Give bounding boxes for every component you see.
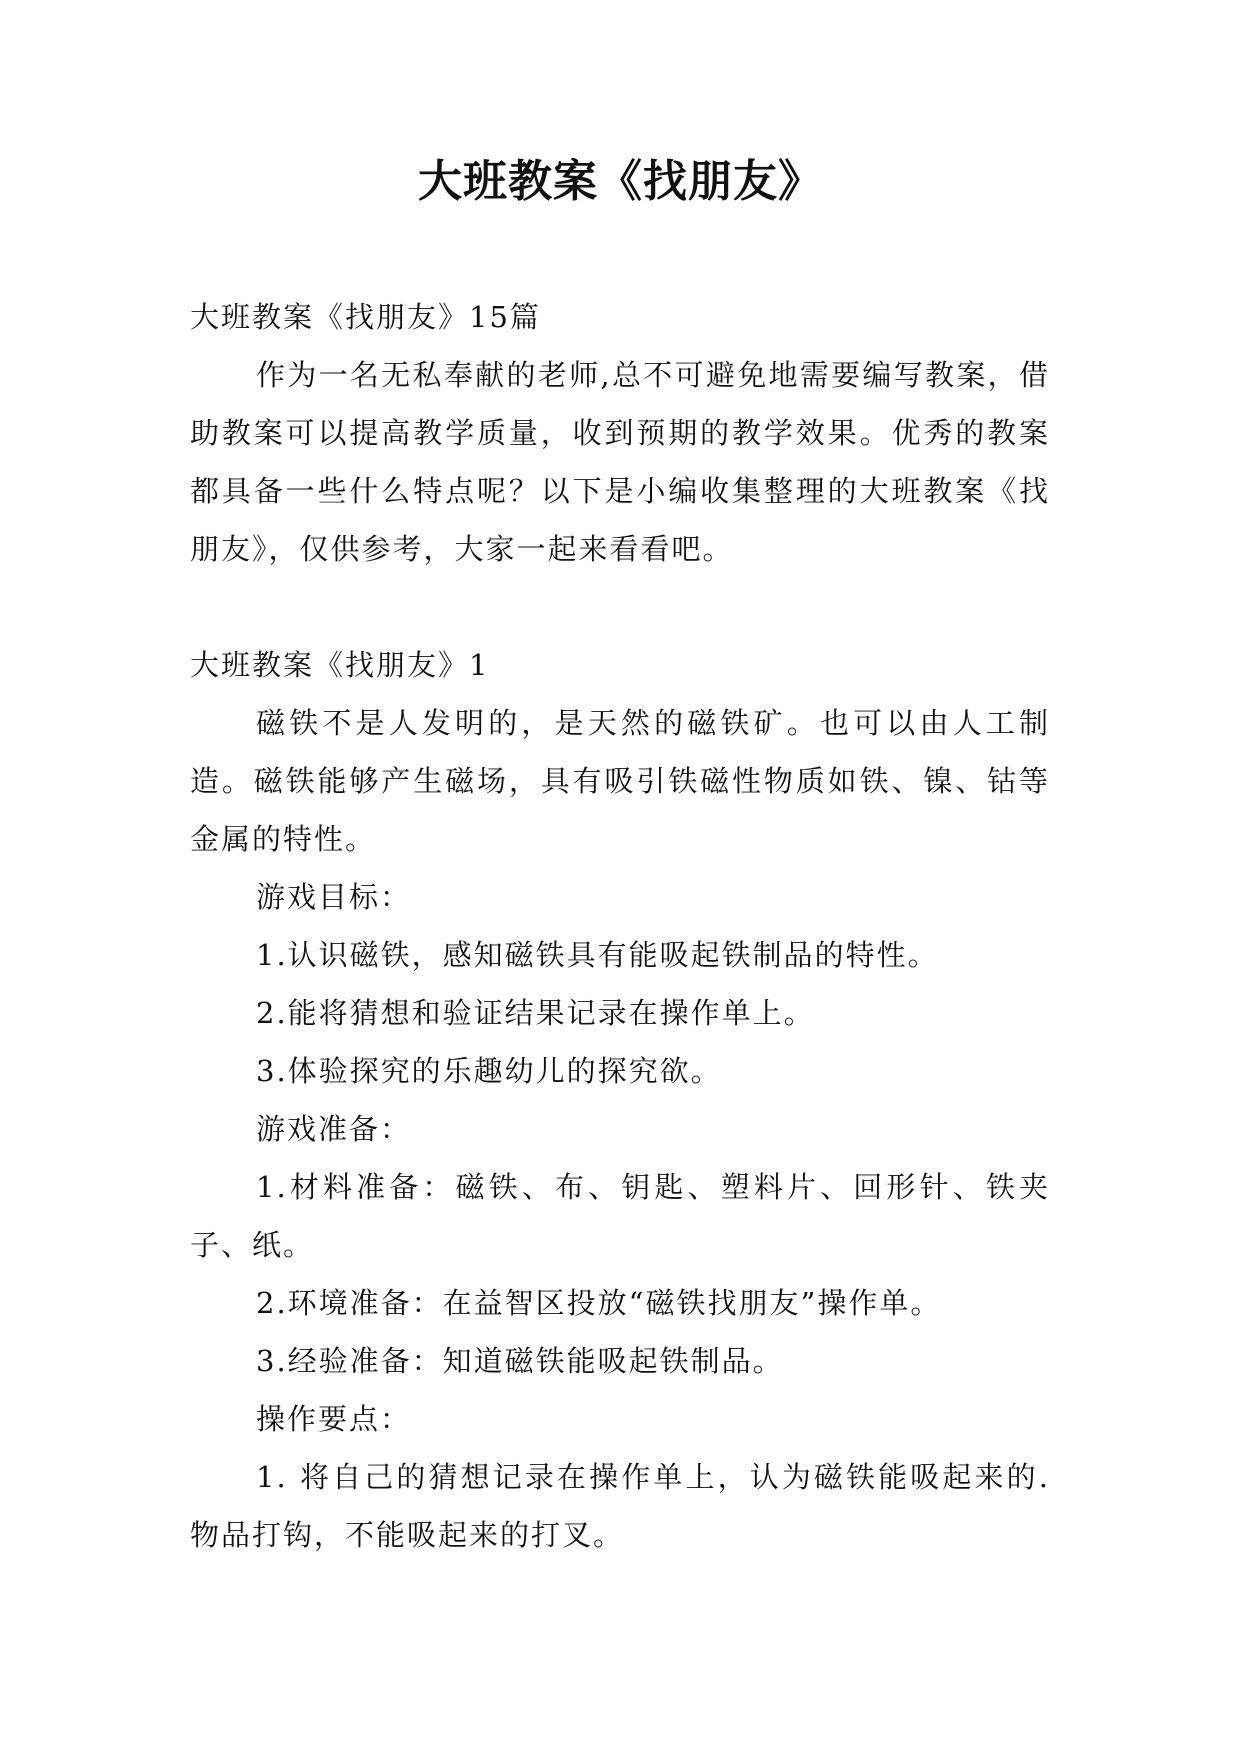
document-body — [190, 288, 1050, 1564]
goal-item-3: 3.体验探究的乐趣幼儿的探究欲。 — [256, 1054, 722, 1088]
prep-item-1: 1.材料准备：磁铁、布、钥匙、塑料片、回形针、铁夹子、纸。 — [190, 1170, 1050, 1262]
prep-label: 游戏准备： — [256, 1112, 412, 1146]
goals-label: 游戏目标： — [256, 880, 412, 914]
document-title: 大班教案《找朋友》 — [418, 156, 823, 207]
ops-label: 操作要点： — [256, 1402, 412, 1436]
prep-item-3: 3.经验准备：知道磁铁能吸起铁制品。 — [256, 1344, 784, 1378]
collection-heading: 大班教案《找朋友》15篇 — [190, 300, 541, 334]
prep-item-2: 2.环境准备：在益智区投放“磁铁找朋友”操作单。 — [256, 1286, 942, 1320]
paragraph-gap — [190, 578, 1050, 636]
ops-item-1: 1. 将自己的猜想记录在操作单上，认为磁铁能吸起来的.物品打钩，不能吸起来的打叉。 — [190, 1460, 1050, 1552]
magnet-intro-paragraph: 磁铁不是人发明的，是天然的磁铁矿。也可以由人工制造。磁铁能够产生磁场，具有吸引铁磁性物质如铁、镍、钴等金属的特性。 — [190, 706, 1050, 856]
goal-item-1: 1.认识磁铁，感知磁铁具有能吸起铁制品的特性。 — [256, 938, 939, 972]
section-heading: 大班教案《找朋友》1 — [190, 648, 490, 682]
intro-paragraph: 作为一名无私奉献的老师,总不可避免地需要编写教案，借助教案可以提高教学质量，收到预期的教学效果。优秀的教案都具备一些什么特点呢？以下是小编收集整理的大班教案《找朋友》，仅供参考，大家一起来看看吧。 — [190, 358, 1050, 566]
goal-item-2: 2.能将猜想和验证结果记录在操作单上。 — [256, 996, 815, 1030]
